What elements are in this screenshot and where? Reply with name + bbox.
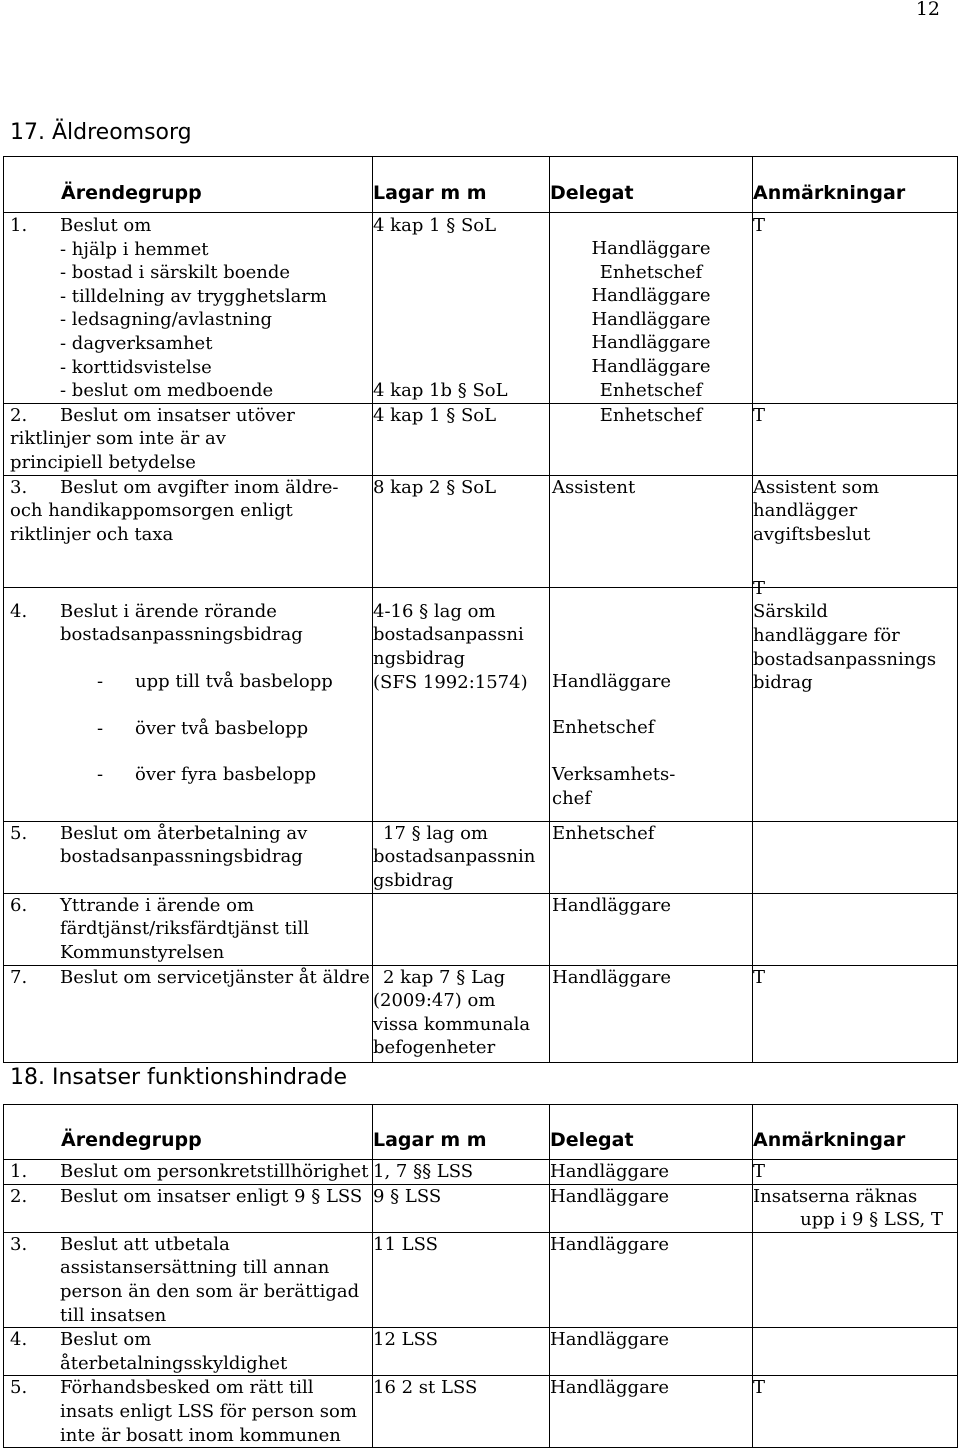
delegate-text: Handläggare: [550, 1161, 670, 1182]
row-law: [373, 1160, 550, 1185]
law-text: 4 kap 1b § SoL: [373, 379, 508, 401]
row-arendegrupp: [4, 403, 373, 475]
row-number: 4.: [10, 1329, 28, 1351]
row-text: återbetalningsskyldighet: [60, 1352, 288, 1374]
section-18-title: 18. Insatser funktionshindrade: [10, 1065, 347, 1090]
delegate-text: Handläggare: [552, 670, 672, 692]
list-item: - beslut om medboende: [60, 380, 274, 402]
row-arendegrupp: [4, 821, 373, 893]
law-text: bostadsanpassni: [373, 624, 524, 646]
delegate-text: Handläggare: [591, 285, 711, 307]
delegate-text: Handläggare: [552, 894, 672, 916]
note-text: Insatserna räknas: [753, 1185, 918, 1207]
table-row: [4, 403, 958, 475]
delegation-table-funktionshindrade: [3, 1104, 958, 1448]
note-text: Särskild: [753, 601, 828, 623]
note-text: T: [753, 215, 766, 236]
row-text: person än den som är berättigad: [60, 1280, 360, 1302]
law-text: 1, 7 §§ LSS: [373, 1161, 474, 1182]
row-note: [753, 1160, 958, 1185]
row-title: Beslut om: [60, 215, 152, 236]
delegate-text: Enhetschef: [599, 404, 703, 426]
table-row: [4, 821, 958, 893]
delegate-text: Assistent: [552, 476, 636, 498]
row-number: 5.: [10, 1377, 28, 1399]
row-delegate: [550, 1232, 753, 1327]
delegate-text: chef: [552, 787, 591, 809]
row-text: Beslut att utbetala: [60, 1233, 230, 1255]
row-text: riktlinjer och taxa: [10, 523, 174, 545]
note-text: bostadsanpassnings: [753, 648, 937, 670]
header-delegat: Delegat: [550, 1105, 753, 1160]
row-text: insats enligt LSS för person som: [60, 1400, 357, 1422]
row-delegate: [550, 1328, 753, 1376]
row-note: [753, 965, 958, 1062]
delegate-text: Handläggare: [591, 238, 711, 259]
row-arendegrupp: [4, 213, 373, 404]
row-number: 5.: [10, 822, 28, 844]
row-number: 2.: [10, 1185, 28, 1207]
note-text: Assistent som: [753, 476, 880, 498]
delegate-text: Handläggare: [550, 1329, 670, 1351]
table-row: [4, 1160, 958, 1185]
row-law: [373, 587, 550, 821]
row-text: inte är bosatt inom kommunen: [60, 1424, 341, 1446]
delegate-text: Handläggare: [591, 355, 711, 377]
row-note: [753, 821, 958, 893]
list-item: - tilldelning av trygghetslarm: [60, 285, 327, 307]
list-item: upp till två basbelopp: [135, 670, 333, 692]
row-delegate: [550, 475, 753, 587]
row-text: Beslut om personkretstillhörighet: [60, 1161, 369, 1182]
header-arendegrupp: Ärendegrupp: [4, 157, 373, 213]
row-number: 1.: [10, 215, 28, 236]
law-text: ngsbidrag: [373, 647, 466, 669]
law-text: 17 § lag om: [383, 822, 488, 844]
row-text: och handikappomsorgen enligt: [10, 500, 293, 522]
note-text: upp i 9 § LSS, T: [800, 1209, 943, 1231]
row-law: [373, 475, 550, 587]
row-text: bostadsanpassningsbidrag: [60, 846, 303, 868]
dash-bullet: -: [97, 670, 104, 692]
dash-bullet: -: [97, 717, 104, 739]
row-note: [753, 1328, 958, 1376]
page-number: 12: [915, 0, 940, 20]
table-row: [4, 1376, 958, 1448]
row-text: Kommunstyrelsen: [60, 941, 225, 963]
row-number: 3.: [10, 476, 28, 498]
row-arendegrupp: [4, 1376, 373, 1448]
table-header-row: [4, 1105, 958, 1160]
table-row: [4, 213, 958, 404]
delegate-text: Enhetschef: [552, 717, 655, 739]
row-law: [373, 821, 550, 893]
law-text: 16 2 st LSS: [373, 1377, 478, 1399]
delegation-table-aldreomsorg: [3, 156, 958, 1063]
row-number: 7.: [10, 966, 28, 988]
law-text: 4-16 § lag om: [373, 600, 496, 622]
row-number: 3.: [10, 1233, 28, 1255]
header-delegat: Delegat: [550, 157, 753, 213]
row-text: Yttrande i ärende om: [60, 894, 255, 916]
row-delegate: [550, 821, 753, 893]
table-row: [4, 1184, 958, 1232]
row-number: 6.: [10, 894, 28, 916]
row-text: riktlinjer som inte är av: [10, 428, 226, 450]
header-lagar: Lagar m m: [373, 1105, 550, 1160]
row-law: [373, 403, 550, 475]
law-text: 12 LSS: [373, 1329, 438, 1351]
row-law: [373, 965, 550, 1062]
table-row: [4, 893, 958, 965]
list-item: över fyra basbelopp: [135, 764, 317, 786]
note-text: T: [753, 966, 766, 988]
list-item: - hjälp i hemmet: [60, 238, 209, 260]
row-arendegrupp: [4, 965, 373, 1062]
note-text: T: [753, 577, 766, 599]
row-number: 2.: [10, 404, 28, 426]
row-text: Beslut om insatser enligt 9 § LSS: [60, 1185, 363, 1207]
note-text: bidrag: [753, 672, 813, 694]
section-17-title: 17. Äldreomsorg: [10, 120, 192, 145]
row-note: [753, 475, 958, 587]
row-note: [753, 1376, 958, 1448]
delegate-text: Enhetschef: [599, 261, 703, 283]
row-note: [753, 893, 958, 965]
law-text: befogenheter: [373, 1037, 496, 1059]
table-row: [4, 587, 958, 821]
note-text: avgiftsbeslut: [753, 523, 871, 545]
delegate-text: Handläggare: [550, 1233, 670, 1255]
delegate-text: Handläggare: [591, 332, 711, 354]
row-delegate: [550, 965, 753, 1062]
row-arendegrupp: [4, 1160, 373, 1185]
row-text: bostadsanpassningsbidrag: [60, 624, 303, 646]
table-header-row: [4, 157, 958, 213]
table-row: [4, 475, 958, 587]
row-text: Beslut om: [60, 1329, 152, 1351]
row-text: Beslut om insatser utöver: [60, 404, 295, 426]
law-text: 4 kap 1 § SoL: [373, 404, 497, 426]
row-note: [753, 213, 958, 404]
row-delegate: [550, 403, 753, 475]
header-lagar: Lagar m m: [373, 157, 550, 213]
row-delegate: [550, 1184, 753, 1232]
list-item: över två basbelopp: [135, 717, 309, 739]
law-text: bostadsanpassnin: [373, 846, 536, 868]
delegate-text: Handläggare: [550, 1377, 670, 1399]
row-arendegrupp: [4, 1184, 373, 1232]
row-text: principiell betydelse: [10, 451, 196, 473]
row-law: [373, 1232, 550, 1327]
header-arendegrupp: Ärendegrupp: [4, 1105, 373, 1160]
row-text: Förhandsbesked om rätt till: [60, 1377, 314, 1399]
row-arendegrupp: [4, 587, 373, 821]
delegate-text: Handläggare: [550, 1185, 670, 1207]
row-delegate: [550, 587, 753, 821]
delegate-text: Enhetschef: [599, 379, 703, 401]
list-item: - ledsagning/avlastning: [60, 309, 273, 331]
table-row: [4, 1232, 958, 1327]
list-item: - dagverksamhet: [60, 332, 213, 354]
law-text: gsbidrag: [373, 869, 454, 891]
row-arendegrupp: [4, 475, 373, 587]
delegate-text: Handläggare: [552, 966, 672, 988]
row-delegate: [550, 893, 753, 965]
row-text: färdtjänst/riksfärdtjänst till: [60, 918, 310, 940]
note-text: handläggare för: [753, 624, 900, 646]
law-text: vissa kommunala: [373, 1013, 531, 1035]
row-number: 4.: [10, 600, 28, 622]
row-text: Beslut om servicetjänster åt äldre: [60, 966, 370, 988]
row-text: Beslut om avgifter inom äldre-: [60, 476, 339, 498]
list-item: - korttidsvistelse: [60, 356, 212, 378]
law-text: 2 kap 7 § Lag: [383, 966, 506, 988]
law-text: (SFS 1992:1574): [373, 671, 528, 693]
row-arendegrupp: [4, 1328, 373, 1376]
row-text: till insatsen: [60, 1304, 167, 1326]
row-note: [753, 577, 958, 821]
table-row: [4, 965, 958, 1062]
row-delegate: [550, 1376, 753, 1448]
law-text: 8 kap 2 § SoL: [373, 476, 497, 498]
row-number: 1.: [10, 1161, 28, 1182]
row-law: [373, 1184, 550, 1232]
note-text: T: [753, 1161, 766, 1182]
row-text: assistansersättning till annan: [60, 1257, 330, 1279]
row-law: [373, 213, 550, 404]
row-law: [373, 1376, 550, 1448]
row-arendegrupp: [4, 1232, 373, 1327]
list-item: - bostad i särskilt boende: [60, 262, 291, 284]
header-anmarkningar: Anmärkningar: [753, 1105, 958, 1160]
delegate-text: Verksamhets-: [552, 763, 676, 785]
dash-bullet: -: [97, 764, 104, 786]
row-text: Beslut i ärende rörande: [60, 600, 277, 622]
delegate-text: Handläggare: [591, 308, 711, 330]
row-text: Beslut om återbetalning av: [60, 822, 308, 844]
law-text: 9 § LSS: [373, 1185, 442, 1207]
row-arendegrupp: [4, 893, 373, 965]
law-text: 4 kap 1 § SoL: [373, 215, 497, 236]
law-text: 11 LSS: [373, 1233, 438, 1255]
row-note: [753, 1232, 958, 1327]
header-anmarkningar: Anmärkningar: [753, 157, 958, 213]
table-row: [4, 1328, 958, 1376]
note-text: T: [753, 1377, 766, 1399]
delegate-text: Enhetschef: [552, 822, 655, 844]
row-delegate: [550, 213, 753, 404]
law-text: (2009:47) om: [373, 990, 496, 1012]
row-note: [753, 403, 958, 475]
row-law: [373, 1328, 550, 1376]
row-law: [373, 893, 550, 965]
row-delegate: [550, 1160, 753, 1185]
row-note: [753, 1184, 958, 1232]
note-text: T: [753, 404, 766, 426]
note-text: handlägger: [753, 500, 858, 522]
